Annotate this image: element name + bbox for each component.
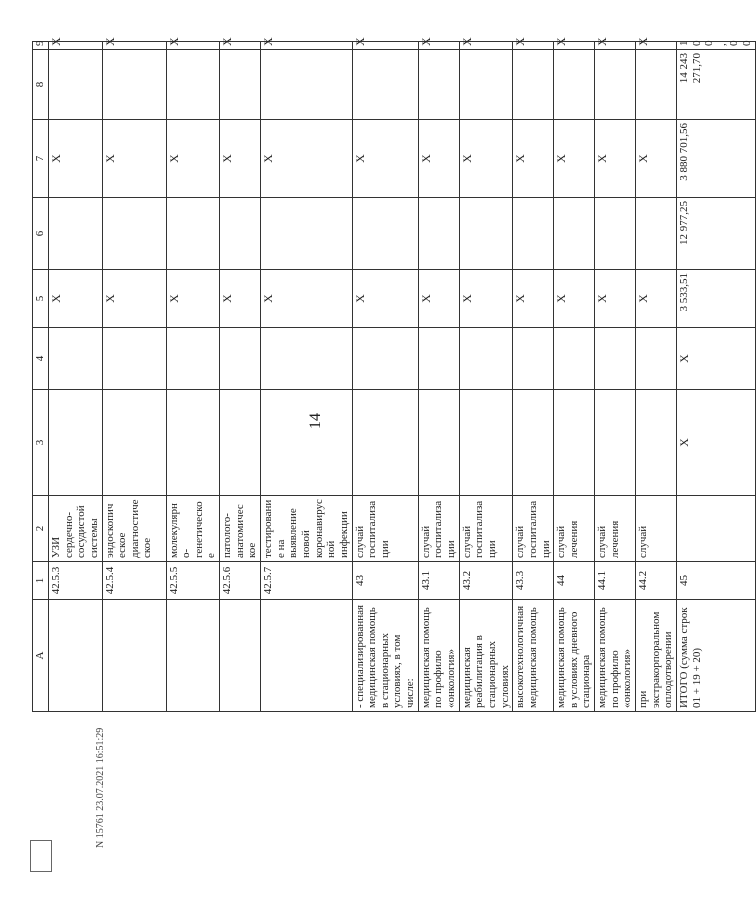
- table-cell-c5: X: [261, 270, 352, 328]
- table-cell-c5: X: [352, 270, 418, 328]
- table-cell-a: медицинская помощь по профилю «онкология»: [418, 600, 459, 712]
- header-cell: A: [33, 600, 49, 712]
- table-cell-c6: [418, 198, 459, 270]
- table-cell-a: [261, 600, 352, 712]
- table-cell-a: медицинская помощь в условиях дневного стационара: [554, 600, 595, 712]
- table-cell-c6: [220, 198, 261, 270]
- table-cell-n: 43: [352, 562, 418, 600]
- table-cell-c3: [513, 390, 554, 496]
- table-row: [513, 42, 554, 712]
- table-row: [352, 42, 418, 712]
- table-cell-c4: [261, 328, 352, 390]
- table-cell-n: 42.5.3: [49, 562, 103, 600]
- table-cell-c7: X: [459, 120, 513, 198]
- document-footer: N 15761 23.07.2021 16:51:29: [95, 727, 106, 848]
- table-cell-c5: 3 533,51: [676, 270, 755, 328]
- table-cell-c4: [554, 328, 595, 390]
- table-cell-n: 42.5.6: [220, 562, 261, 600]
- table-cell-c5: X: [595, 270, 636, 328]
- table-cell-unit: случай: [635, 496, 676, 562]
- table-cell-a: высокотехнологичная медицинская помощь: [513, 600, 554, 712]
- table-cell-a: [102, 600, 166, 712]
- table-cell-unit: молекулярно-генетическое: [166, 496, 220, 562]
- table-cell-a: - специализированная медицинская помощь в стационарных условиях, в том числе:: [352, 600, 418, 712]
- table-cell-n: 44.2: [635, 562, 676, 600]
- table-cell-unit: случай госпитализации: [513, 496, 554, 562]
- table-cell-a: медицинская реабилитация в стационарных условиях: [459, 600, 513, 712]
- table-cell-c7: X: [635, 120, 676, 198]
- table-cell-unit: [676, 496, 755, 562]
- table-cell-unit: тестирование на выявление новой коронавирусной инфекции: [261, 496, 352, 562]
- page-number: 14: [307, 413, 324, 429]
- table-body: [33, 37, 756, 712]
- table-cell-c8: [166, 50, 220, 120]
- table-cell-a: [49, 600, 103, 712]
- table-cell-c9: X: [595, 42, 636, 50]
- table-cell-c9: X: [49, 42, 103, 50]
- header-cell: 2: [33, 496, 49, 562]
- table-row: [554, 42, 595, 712]
- table-cell-unit: патолого-анатомическое: [220, 496, 261, 562]
- table-cell-c3: [166, 390, 220, 496]
- stamp-logo: [30, 840, 52, 872]
- table-cell-c5: X: [513, 270, 554, 328]
- table-cell-c8: [459, 50, 513, 120]
- table-cell-c7: X: [102, 120, 166, 198]
- table-cell-c4: [102, 328, 166, 390]
- table-cell-c8: [352, 50, 418, 120]
- table-cell-c4: [352, 328, 418, 390]
- table-row: [418, 42, 459, 712]
- table-cell-c7: X: [166, 120, 220, 198]
- table-cell-c6: [102, 198, 166, 270]
- table-cell-n: 42.5.7: [261, 562, 352, 600]
- table-cell-c9: X: [554, 42, 595, 50]
- table-cell-c6: [635, 198, 676, 270]
- table-cell-c8: 14 243 271,70: [676, 50, 755, 120]
- table-cell-c8: [220, 50, 261, 120]
- table-cell-c4: [166, 328, 220, 390]
- header-cell: 5: [33, 270, 49, 328]
- table-cell-a: [166, 600, 220, 712]
- table-cell-unit: эндоскопическое диагностическое: [102, 496, 166, 562]
- table-cell-c8: [635, 50, 676, 120]
- table-cell-a: ИТОГО (сумма строк 01 + 19 + 20): [676, 600, 755, 712]
- table-cell-n: 44: [554, 562, 595, 600]
- table-cell-n: 42.5.5: [166, 562, 220, 600]
- table-cell-c3: [418, 390, 459, 496]
- table-cell-n: 44.1: [595, 562, 636, 600]
- table-cell-n: 42.5.4: [102, 562, 166, 600]
- table-cell-c3: [102, 390, 166, 496]
- header-row: [33, 42, 49, 712]
- table-row: [49, 42, 103, 712]
- table-cell-c4: [220, 328, 261, 390]
- table-cell-c6: 12 977,25: [676, 198, 755, 270]
- table-cell-n: 43.3: [513, 562, 554, 600]
- table-row: [676, 42, 755, 712]
- table-cell-a: [220, 600, 261, 712]
- table-cell-c5: X: [418, 270, 459, 328]
- table-cell-c8: [49, 50, 103, 120]
- table-cell-c4: [49, 328, 103, 390]
- table-cell-c9: X: [352, 42, 418, 50]
- table-cell-c7: X: [49, 120, 103, 198]
- table-cell-c7: X: [418, 120, 459, 198]
- table-cell-c4: [595, 328, 636, 390]
- table-cell-c9: X: [102, 42, 166, 50]
- table-cell-n: 43.2: [459, 562, 513, 600]
- table-cell-c5: X: [635, 270, 676, 328]
- table-cell-unit: случай госпитализации: [459, 496, 513, 562]
- header-cell: 4: [33, 328, 49, 390]
- table-cell-a: при экстракорпоральном оплодотворении: [635, 600, 676, 712]
- table-cell-unit: случай госпитализации: [418, 496, 459, 562]
- table-cell-c6: [261, 198, 352, 270]
- table-cell-c9: 100,00: [676, 42, 755, 50]
- table-cell-c4: [513, 328, 554, 390]
- table-cell-c9: X: [418, 42, 459, 50]
- table-cell-c4: X: [676, 328, 755, 390]
- table-row: [166, 42, 220, 712]
- header-cell: 1: [33, 562, 49, 600]
- rotated-table-container: [32, 37, 754, 712]
- table-cell-c9: X: [261, 42, 352, 50]
- header-cell: 3: [33, 390, 49, 496]
- table-cell-c3: X: [676, 390, 755, 496]
- table-cell-c8: [261, 50, 352, 120]
- table-row: [459, 42, 513, 712]
- table-cell-c8: [418, 50, 459, 120]
- table-cell-c9: X: [166, 42, 220, 50]
- table-cell-c3: [261, 390, 352, 496]
- table-cell-n: 45: [676, 562, 755, 600]
- table-cell-c8: [513, 50, 554, 120]
- header-cell: 7: [33, 120, 49, 198]
- table-cell-c5: X: [459, 270, 513, 328]
- table-cell-c7: 3 880 701,56: [676, 120, 755, 198]
- table-cell-c8: [595, 50, 636, 120]
- data-table: [32, 37, 756, 712]
- table-cell-c9: X: [459, 42, 513, 50]
- table-cell-c6: [166, 198, 220, 270]
- table-cell-c4: [459, 328, 513, 390]
- table-cell-c5: X: [554, 270, 595, 328]
- header-cell: 8: [33, 50, 49, 120]
- table-cell-c3: [49, 390, 103, 496]
- table-cell-unit: случай госпитализации: [352, 496, 418, 562]
- table-cell-c5: X: [49, 270, 103, 328]
- header-cell: 9: [33, 42, 49, 50]
- table-cell-c3: [554, 390, 595, 496]
- table-cell-unit: случай лечения: [595, 496, 636, 562]
- table-cell-c6: [554, 198, 595, 270]
- table-cell-c7: X: [554, 120, 595, 198]
- table-cell-c7: X: [513, 120, 554, 198]
- table-cell-c7: X: [261, 120, 352, 198]
- table-row: [102, 42, 166, 712]
- table-cell-c6: [595, 198, 636, 270]
- table-cell-c9: X: [635, 42, 676, 50]
- table-cell-c9: X: [220, 42, 261, 50]
- table-cell-c8: [554, 50, 595, 120]
- table-cell-c7: X: [220, 120, 261, 198]
- table-cell-unit: случай лечения: [554, 496, 595, 562]
- table-cell-c3: [595, 390, 636, 496]
- table-cell-c3: [459, 390, 513, 496]
- table-cell-c8: [102, 50, 166, 120]
- table-cell-c6: [352, 198, 418, 270]
- table-cell-c7: X: [595, 120, 636, 198]
- table-cell-c6: [49, 198, 103, 270]
- table-cell-c5: X: [220, 270, 261, 328]
- table-cell-c3: [635, 390, 676, 496]
- table-row: [220, 42, 261, 712]
- table-row: [261, 42, 352, 712]
- table-cell-n: 43.1: [418, 562, 459, 600]
- table-cell-c5: X: [102, 270, 166, 328]
- table-cell-c4: [635, 328, 676, 390]
- table-cell-c6: [513, 198, 554, 270]
- table-cell-c3: [352, 390, 418, 496]
- header-cell: 6: [33, 198, 49, 270]
- table-row: [635, 42, 676, 712]
- table-cell-c6: [459, 198, 513, 270]
- table-cell-c3: [220, 390, 261, 496]
- table-cell-unit: УЗИ сердечно-сосудистой системы: [49, 496, 103, 562]
- table-row: [595, 42, 636, 712]
- table-cell-c4: [418, 328, 459, 390]
- table-cell-a: медицинская помощь по профилю «онкология»: [595, 600, 636, 712]
- table-cell-c9: X: [513, 42, 554, 50]
- table-cell-c5: X: [166, 270, 220, 328]
- table-cell-c7: X: [352, 120, 418, 198]
